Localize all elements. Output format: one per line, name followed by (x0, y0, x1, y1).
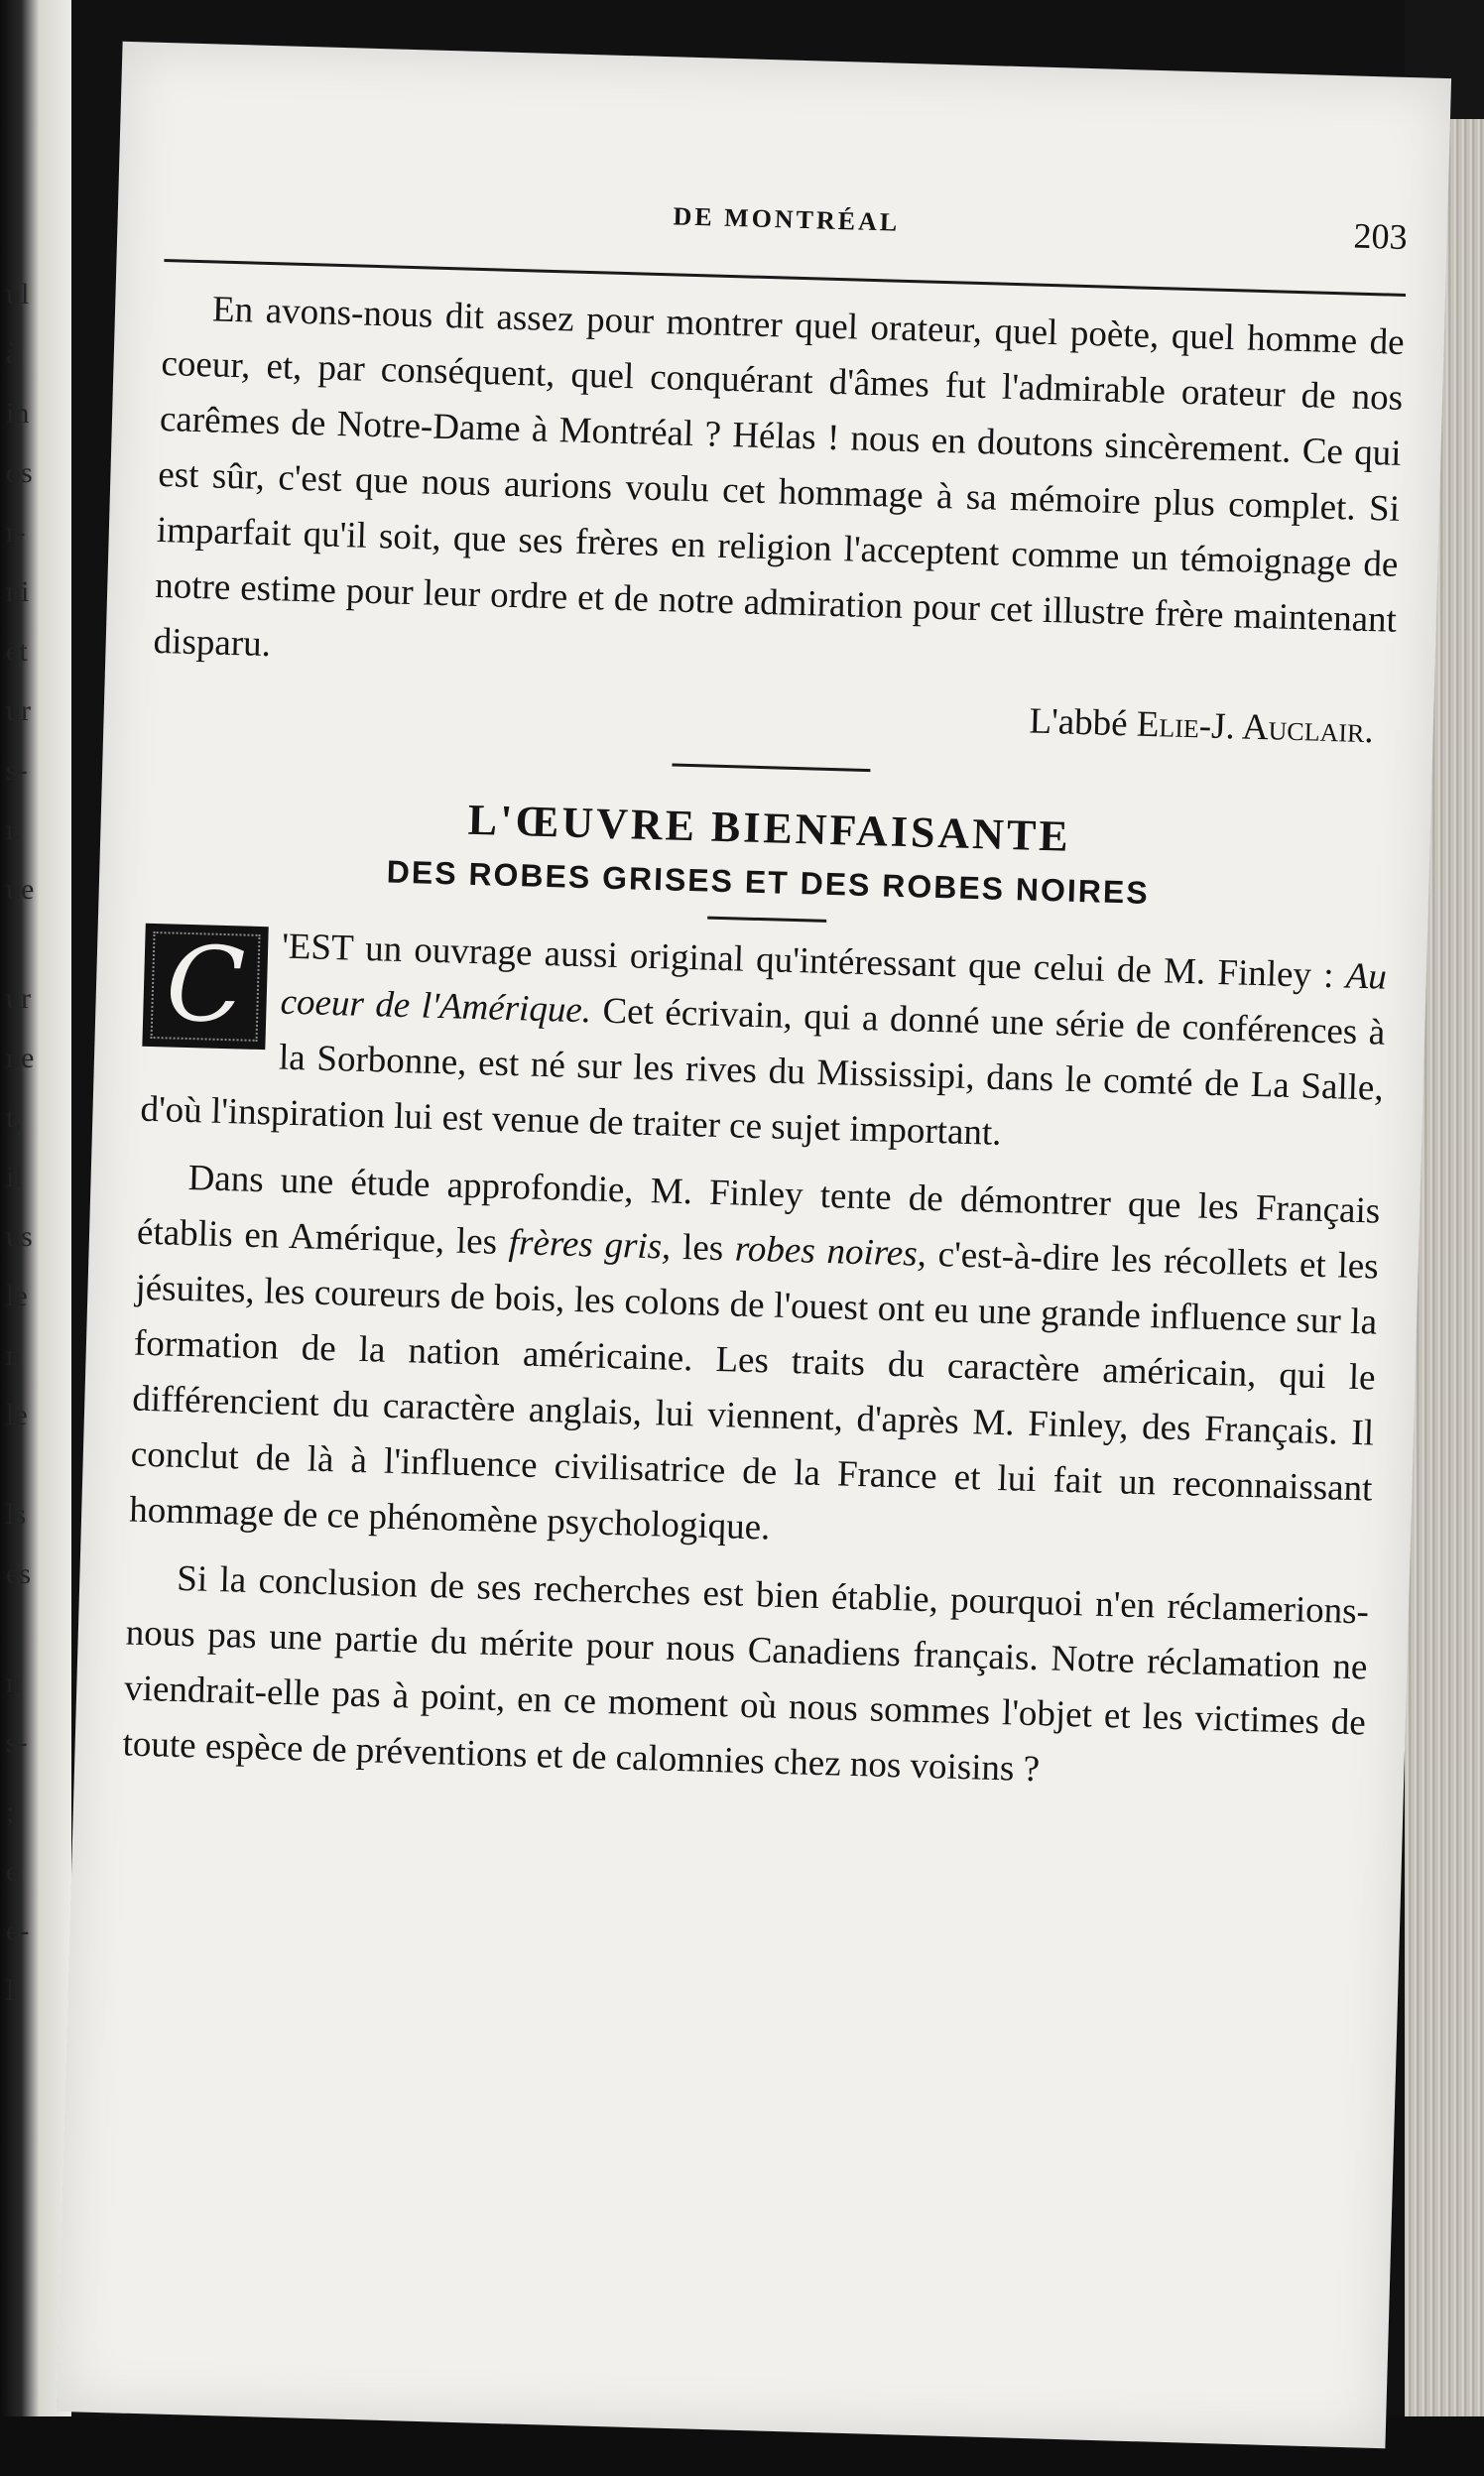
p2-c: c'est-à-dire les récollets et les jésuites, les coureurs de bois, les colons de l'ouest ont eu une grande influence sur la formation de la nation américaine. Les traits du caractère américain, qui le différencient du caractère anglais, lui viennent, d'après M. Finley, des Français. Il conclut de là à l'influence civilisatrice de la France et lui fait un reconnaissant hommage de ce phénomène psychologique. (128, 1233, 1380, 1548)
closing-paragraph: En avons-nous dit assez pour montrer quel orateur, quel poète, quel homme de coeur, et, par conséquent, quel conquérant d'âmes fut l'admirable orateur de nos carêmes de Notre-Dame à Montréal ? Hélas ! nous en doutons sincèrement. Ce qui est sûr, c'est que nous aurions voulu cet hommage à sa mémoire plus complet. Si imparfait qu'il soit, que ses frères en religion l'acceptent comme un témoignage de notre estime pour leur ordre et de notre admiration pour cet illustre frère maintenant disparu. (153, 289, 1406, 666)
book-page (57, 42, 1451, 2448)
margin-fragment: le (6, 1280, 28, 1312)
margin-fragment: r. (6, 813, 22, 846)
margin-fragment: ls (6, 1498, 27, 1531)
article-title: L'ŒUVRE BIENFAISANTE (467, 795, 1072, 861)
dropcap-letter: C (164, 923, 247, 1047)
margin-fragment: ur (6, 982, 31, 1015)
margin-fragment: r- (6, 516, 26, 549)
signature-name: Elie-J. Auclair. (1136, 703, 1375, 752)
margin-fragment: e- (6, 1915, 30, 1947)
paragraph-3: Si la conclusion de ses recherches est bien établie, pourquoi n'en réclamerions-nous pas une partie du mérite pour nous Canadiens français. Notre réclamation ne viendrait-elle pas à point, en ce moment où nous sommes l'objet et les victimes de toute espèce de préventions et de calomnies chez nos voisins ? (122, 1557, 1370, 1791)
page-body (122, 281, 1406, 1806)
paragraph-2 (129, 1150, 1381, 1573)
p1-end: Cet écrivain, qui a donné une série de conférences à la Sorbonne, est né sur les rives du Mississipi, dans le comté de La Salle, d'où l'inspiration lui est venue de traiter ce sujet important. (140, 990, 1386, 1154)
margin-fragment: l (6, 1974, 15, 2007)
margin-fragment: us (6, 1220, 33, 1253)
margin-fragment: os (6, 456, 33, 489)
p2-a: Dans une étude approfondie, M. Finley tente de démontrer que les Français établis en Amérique, les (136, 1158, 1381, 1264)
title-separator (707, 917, 826, 923)
dropcap-ornament (142, 924, 268, 1050)
margin-fragment: es (6, 1557, 31, 1590)
signature-prefix: L'abbé (1028, 700, 1138, 745)
margin-fragment: e (6, 1855, 20, 1888)
p2-b: les (670, 1226, 736, 1270)
margin-fragment: s- (6, 754, 28, 787)
page-number: 203 (1353, 215, 1409, 257)
paragraph-1 (140, 916, 1388, 1173)
running-title: DE MONTRÉAL (673, 201, 901, 237)
margin-fragment: ue (6, 873, 35, 906)
p2-italic-2: robes noires, (734, 1228, 928, 1275)
margin-fragment: ur (6, 694, 31, 727)
margin-fragment: ; (6, 1795, 15, 1828)
margin-fragment: ni (6, 575, 30, 608)
book-title: Au coeur de l'Amérique. (280, 955, 1388, 1032)
section-separator (672, 764, 870, 773)
margin-fragment: s- (6, 1726, 28, 1759)
margin-fragment: n (6, 1667, 21, 1699)
p1-start: 'EST un ouvrage aussi original qu'intéressant que celui de M. Finley : (281, 926, 1347, 997)
margin-fragment: à (6, 337, 20, 370)
margin-fragment: t, (6, 1101, 22, 1134)
p2-italic-1: frères gris, (508, 1222, 672, 1268)
margin-fragment: il (6, 1161, 23, 1193)
adjacent-page-edge (0, 0, 71, 2476)
margin-fragment: in (6, 397, 30, 430)
margin-fragment: ne (6, 1042, 35, 1074)
margin-fragment: n (6, 1339, 21, 1372)
margin-fragment: le (6, 1399, 28, 1431)
page-header (165, 182, 1408, 276)
article-subtitle: DES ROBES GRISES ET DES ROBES NOIRES (386, 853, 1151, 911)
margin-fragment: et (6, 635, 28, 668)
margin-fragment: ul (6, 278, 30, 310)
